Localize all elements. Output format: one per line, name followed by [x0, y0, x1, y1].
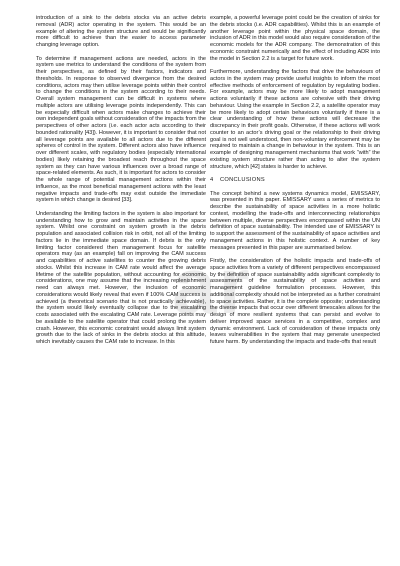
section-number: 4	[210, 177, 214, 183]
left-column	[36, 15, 206, 346]
paragraph: The concept behind a new systems dynamics model, EMISSARY, was presented in this paper. EMISSARY uses a series of metrics to describe the sustainability of space activities in a more holistic context, modelling the trade-offs and interconnecting relationships between multiple, diverse perspectives encompassed within the UN definition of space sustainability. The intended use of EMISSARY is to support the assessment of the sustainability of space activities and management actions in this holistic context. A number of key messages presented in this paper are summarised below.	[210, 190, 380, 251]
paragraph: introduction of a sink to the debris stocks via an active debris removal (ADR) actor operating in the system. This would be an example of altering the system structure and would be significantly more difficult to achieve than the easier to access parameter changing leverage option.	[36, 15, 206, 48]
paragraph: example, a powerful leverage point could be the creation of sinks for the debris stocks (i.e. ADR capabilities). Whilst this is an example of another leverage point within the physical space domain, the inclusion of ADR in this model would also require consideration of the economic models for the ADR company. The demonstration of this economic constraint numerically and the effect of including ADR into the model in Section 2.2 is a target for future work.	[210, 15, 380, 62]
paragraph: Understanding the limiting factors in the system is also important for understanding how to grow and maintain activities in the space system. Whilst one constraint on system growth is the debris population and associated collision risk in orbit, not all of the limiting factors lie in the immediate space domain. If debris is the only limiting factor considered then management focus for satellite operators may (as an example) fall on improving the CAM success and capabilities of active satellites to counter the growing debris stocks. Whilst this increase in CAM rate would affect the average lifetime of the satellite population, without accounting for economic considerations, one may assume that the increasing replenishment need can always met. However, the inclusion of economic considerations would likely reveal that even if 100% CAM success is achieved (a theoretical scenario that is not practically achievable), the system would likely eventually collapse due to the escalating costs associated with the escalating CAM rate. Leverage points may be available to the satellite operator that could prolong the system crash. However, this economic constraint would always limit system growth due to the lack of sinks in the debris stocks at this altitude, which inevitably causes the CAM rate to increase. In this	[36, 210, 206, 345]
section-title: CONCLUSIONS	[220, 177, 266, 183]
section-heading	[210, 177, 380, 184]
right-column	[210, 15, 380, 346]
watermark: ar	[172, 241, 252, 330]
paragraph: Furthermore, understanding the factors that drive the behaviours of actors in the system may provide useful insights to inform the most effective methods of enforcement of regulation by regulating bodies. For example, actors may be more likely to adopt management actions voluntarily if these actions are cohesive with their driving behaviour. Using the example in Section 2.2, a satellite operator may be more likely to adopt certain behaviours voluntarily if there is a clear understanding of how these actions will decrease the discrepancy in their profit goals. Otherwise, if these actions will work counter to an actor’s driving goal or the relationship to their driving goal is not well understood, then non-voluntary enforcement may be required to maintain a change in behaviour in the system. This is an example of designing management mechanisms that work “with” the existing system structure rather than acting to alter the system structure, which [42] states is harder to achieve.	[210, 69, 380, 170]
paragraph: Firstly, the consideration of the holistic impacts and trade-offs of space activities from a variety of different perspectives encompassed by the definition of space sustainability adds significant complexity to assessments of the sustainability of space activities and management guideline formulation processes. However, this additional complexity should not be interpreted as a further constraint to space activities. Rather, it is the complete opposite; understanding the diverse impacts that occur over different timescales allows for the design of more resilient systems that can persist and evolve to deliver improved space services in a competitive, complex and dynamic environment. Lack of consideration of these impacts only leaves vulnerabilities in the system that may generate unexpected future harm. By understanding the impacts and trade-offs that result	[210, 258, 380, 345]
paragraph: To determine if management actions are needed, actors in the system use metrics to understand the conditions of the system from their perspectives, as defined by their factors, indicators and thresholds. In response to observed divergence from the desired conditions, actors may then utilise leverage points within their control to change the conditions in the system according to their needs. Overall system management can be difficult in systems where multiple actors are utilising leverage points independently. This can be especially difficult when actors make changes to achieve their own independent goals without consideration of the impacts from the perspectives of other actors (i.e. each actor acts according to their bounded rationality [43]). However, it is important to consider that not all leverage points are available to all actors due to the different spheres of control in the system. Different actors also have influence over different scales, with regulatory bodies (especially international bodies) likely retaining the broadest reach throughout the space system as they can have various influences over a broad range of space-related elements. As such, it is important for actors to consider the whole range of potential management actions within their influence, as the most beneficial management actions with the least negative impacts and trade-offs may exist outside the immediate system in which change is desired [33].	[36, 55, 206, 204]
